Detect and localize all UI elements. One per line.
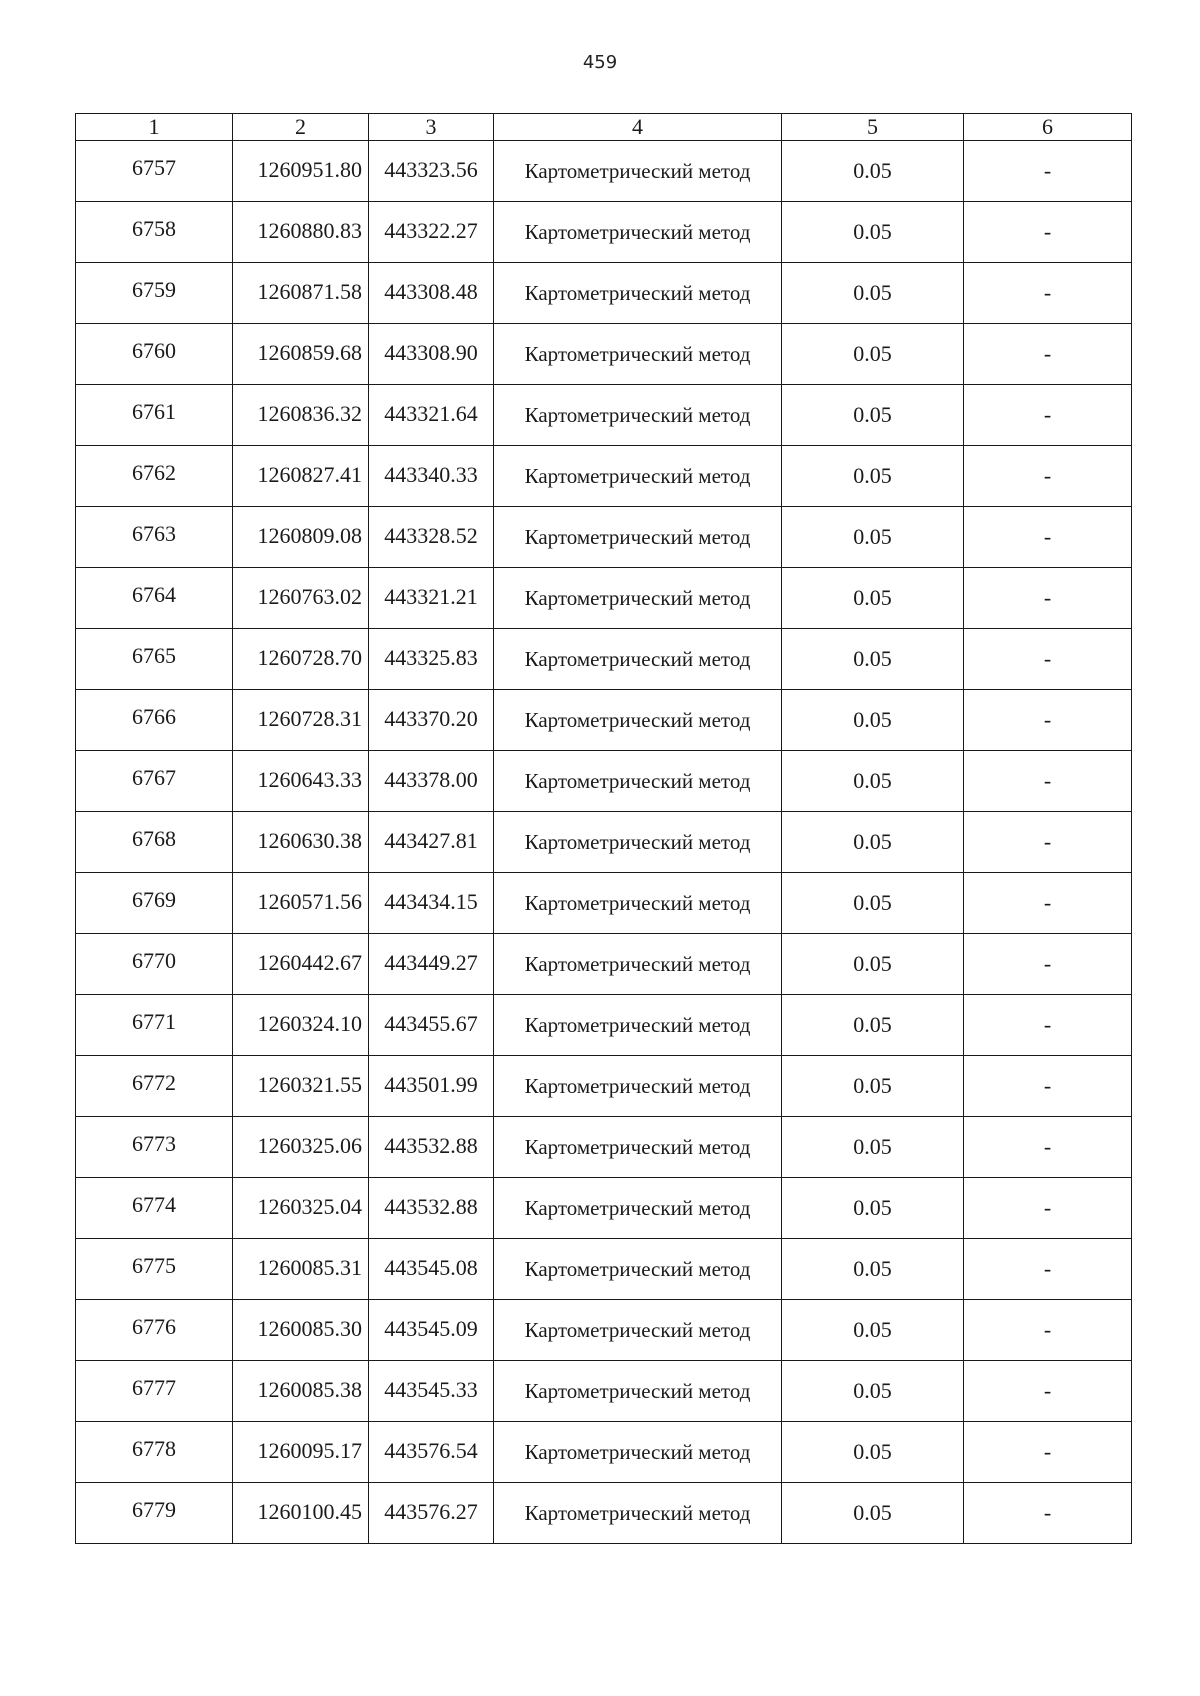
cell-y-coordinate: 443427.81 (369, 812, 494, 873)
cell-method: Картометрический метод (494, 1117, 782, 1178)
cell-x-coordinate: 1260571.56 (233, 873, 369, 934)
cell-note: - (964, 1300, 1132, 1361)
cell-point-number: 6779 (76, 1483, 233, 1544)
cell-note: - (964, 385, 1132, 446)
cell-method: Картометрический метод (494, 629, 782, 690)
cell-y-coordinate: 443545.08 (369, 1239, 494, 1300)
table-row (76, 324, 1132, 385)
cell-point-number: 6772 (76, 1056, 233, 1117)
table-row (76, 202, 1132, 263)
cell-accuracy: 0.05 (782, 1178, 964, 1239)
cell-note: - (964, 141, 1132, 202)
table-row (76, 812, 1132, 873)
cell-y-coordinate: 443325.83 (369, 629, 494, 690)
table-row (76, 690, 1132, 751)
cell-accuracy: 0.05 (782, 1239, 964, 1300)
cell-y-coordinate: 443501.99 (369, 1056, 494, 1117)
cell-x-coordinate: 1260325.06 (233, 1117, 369, 1178)
cell-x-coordinate: 1260442.67 (233, 934, 369, 995)
cell-accuracy: 0.05 (782, 385, 964, 446)
table-row (76, 1422, 1132, 1483)
table-row (76, 1117, 1132, 1178)
cell-y-coordinate: 443323.56 (369, 141, 494, 202)
cell-y-coordinate: 443321.21 (369, 568, 494, 629)
cell-point-number: 6771 (76, 995, 233, 1056)
cell-method: Картометрический метод (494, 507, 782, 568)
cell-accuracy: 0.05 (782, 873, 964, 934)
cell-note: - (964, 873, 1132, 934)
cell-accuracy: 0.05 (782, 1300, 964, 1361)
cell-x-coordinate: 1260763.02 (233, 568, 369, 629)
cell-point-number: 6765 (76, 629, 233, 690)
cell-x-coordinate: 1260809.08 (233, 507, 369, 568)
cell-x-coordinate: 1260324.10 (233, 995, 369, 1056)
cell-y-coordinate: 443340.33 (369, 446, 494, 507)
cell-note: - (964, 629, 1132, 690)
cell-method: Картометрический метод (494, 385, 782, 446)
cell-method: Картометрический метод (494, 873, 782, 934)
table-row (76, 934, 1132, 995)
column-header-4: 4 (494, 114, 782, 141)
header-row (76, 114, 1132, 141)
cell-point-number: 6766 (76, 690, 233, 751)
cell-y-coordinate: 443370.20 (369, 690, 494, 751)
cell-x-coordinate: 1260085.30 (233, 1300, 369, 1361)
cell-note: - (964, 507, 1132, 568)
cell-point-number: 6762 (76, 446, 233, 507)
cell-y-coordinate: 443532.88 (369, 1117, 494, 1178)
cell-accuracy: 0.05 (782, 1361, 964, 1422)
cell-note: - (964, 934, 1132, 995)
table-row (76, 141, 1132, 202)
cell-method: Картометрический метод (494, 1239, 782, 1300)
column-header-5: 5 (782, 114, 964, 141)
cell-note: - (964, 690, 1132, 751)
cell-note: - (964, 263, 1132, 324)
cell-accuracy: 0.05 (782, 324, 964, 385)
cell-x-coordinate: 1260951.80 (233, 141, 369, 202)
table-row (76, 751, 1132, 812)
cell-x-coordinate: 1260100.45 (233, 1483, 369, 1544)
cell-point-number: 6775 (76, 1239, 233, 1300)
cell-x-coordinate: 1260871.58 (233, 263, 369, 324)
cell-x-coordinate: 1260095.17 (233, 1422, 369, 1483)
cell-y-coordinate: 443322.27 (369, 202, 494, 263)
cell-point-number: 6769 (76, 873, 233, 934)
table-row (76, 1178, 1132, 1239)
page-number: 459 (582, 52, 618, 73)
table-row (76, 568, 1132, 629)
column-header-1: 1 (76, 114, 233, 141)
cell-method: Картометрический метод (494, 751, 782, 812)
cell-x-coordinate: 1260630.38 (233, 812, 369, 873)
table-row (76, 995, 1132, 1056)
cell-point-number: 6778 (76, 1422, 233, 1483)
cell-accuracy: 0.05 (782, 995, 964, 1056)
cell-method: Картометрический метод (494, 1422, 782, 1483)
table-row (76, 263, 1132, 324)
cell-point-number: 6763 (76, 507, 233, 568)
cell-y-coordinate: 443449.27 (369, 934, 494, 995)
cell-x-coordinate: 1260321.55 (233, 1056, 369, 1117)
cell-x-coordinate: 1260728.31 (233, 690, 369, 751)
cell-x-coordinate: 1260643.33 (233, 751, 369, 812)
cell-y-coordinate: 443576.54 (369, 1422, 494, 1483)
cell-accuracy: 0.05 (782, 629, 964, 690)
cell-y-coordinate: 443308.48 (369, 263, 494, 324)
cell-x-coordinate: 1260728.70 (233, 629, 369, 690)
cell-x-coordinate: 1260859.68 (233, 324, 369, 385)
cell-method: Картометрический метод (494, 995, 782, 1056)
cell-point-number: 6761 (76, 385, 233, 446)
cell-point-number: 6774 (76, 1178, 233, 1239)
cell-x-coordinate: 1260325.04 (233, 1178, 369, 1239)
cell-method: Картометрический метод (494, 263, 782, 324)
cell-y-coordinate: 443434.15 (369, 873, 494, 934)
cell-point-number: 6768 (76, 812, 233, 873)
cell-note: - (964, 324, 1132, 385)
cell-accuracy: 0.05 (782, 751, 964, 812)
column-header-6: 6 (964, 114, 1132, 141)
cell-method: Картометрический метод (494, 812, 782, 873)
cell-accuracy: 0.05 (782, 568, 964, 629)
cell-point-number: 6776 (76, 1300, 233, 1361)
cell-y-coordinate: 443545.09 (369, 1300, 494, 1361)
cell-method: Картометрический метод (494, 324, 782, 385)
column-header-2: 2 (233, 114, 369, 141)
coordinates-table (75, 113, 1132, 1544)
cell-accuracy: 0.05 (782, 934, 964, 995)
cell-y-coordinate: 443308.90 (369, 324, 494, 385)
cell-method: Картометрический метод (494, 934, 782, 995)
table-row (76, 873, 1132, 934)
cell-point-number: 6759 (76, 263, 233, 324)
cell-accuracy: 0.05 (782, 1056, 964, 1117)
cell-x-coordinate: 1260836.32 (233, 385, 369, 446)
cell-method: Картометрический метод (494, 1483, 782, 1544)
column-header-3: 3 (369, 114, 494, 141)
table-row (76, 385, 1132, 446)
cell-note: - (964, 1056, 1132, 1117)
cell-note: - (964, 812, 1132, 873)
cell-point-number: 6770 (76, 934, 233, 995)
cell-point-number: 6758 (76, 202, 233, 263)
cell-accuracy: 0.05 (782, 446, 964, 507)
table-row (76, 1361, 1132, 1422)
cell-accuracy: 0.05 (782, 1422, 964, 1483)
cell-y-coordinate: 443576.27 (369, 1483, 494, 1544)
cell-point-number: 6767 (76, 751, 233, 812)
cell-method: Картометрический метод (494, 446, 782, 507)
cell-point-number: 6777 (76, 1361, 233, 1422)
cell-note: - (964, 1239, 1132, 1300)
cell-note: - (964, 751, 1132, 812)
cell-method: Картометрический метод (494, 568, 782, 629)
cell-y-coordinate: 443532.88 (369, 1178, 494, 1239)
cell-note: - (964, 1178, 1132, 1239)
cell-method: Картометрический метод (494, 1056, 782, 1117)
cell-accuracy: 0.05 (782, 263, 964, 324)
cell-accuracy: 0.05 (782, 690, 964, 751)
table-row (76, 1056, 1132, 1117)
cell-method: Картометрический метод (494, 1300, 782, 1361)
cell-note: - (964, 446, 1132, 507)
cell-x-coordinate: 1260085.38 (233, 1361, 369, 1422)
cell-note: - (964, 1361, 1132, 1422)
cell-x-coordinate: 1260827.41 (233, 446, 369, 507)
cell-note: - (964, 1422, 1132, 1483)
cell-y-coordinate: 443328.52 (369, 507, 494, 568)
table-row (76, 629, 1132, 690)
cell-x-coordinate: 1260880.83 (233, 202, 369, 263)
cell-note: - (964, 202, 1132, 263)
cell-y-coordinate: 443545.33 (369, 1361, 494, 1422)
cell-note: - (964, 1483, 1132, 1544)
table-row (76, 507, 1132, 568)
cell-method: Картометрический метод (494, 141, 782, 202)
cell-x-coordinate: 1260085.31 (233, 1239, 369, 1300)
table-header (76, 114, 1132, 141)
cell-point-number: 6773 (76, 1117, 233, 1178)
cell-note: - (964, 995, 1132, 1056)
table-row (76, 1483, 1132, 1544)
table-row (76, 1300, 1132, 1361)
cell-accuracy: 0.05 (782, 812, 964, 873)
cell-method: Картометрический метод (494, 1361, 782, 1422)
table-body (76, 141, 1132, 1544)
cell-y-coordinate: 443378.00 (369, 751, 494, 812)
cell-accuracy: 0.05 (782, 507, 964, 568)
table-row (76, 1239, 1132, 1300)
cell-accuracy: 0.05 (782, 1483, 964, 1544)
cell-note: - (964, 1117, 1132, 1178)
cell-accuracy: 0.05 (782, 141, 964, 202)
cell-point-number: 6764 (76, 568, 233, 629)
cell-y-coordinate: 443455.67 (369, 995, 494, 1056)
cell-method: Картометрический метод (494, 1178, 782, 1239)
cell-method: Картометрический метод (494, 202, 782, 263)
cell-y-coordinate: 443321.64 (369, 385, 494, 446)
cell-accuracy: 0.05 (782, 1117, 964, 1178)
cell-point-number: 6757 (76, 141, 233, 202)
cell-accuracy: 0.05 (782, 202, 964, 263)
cell-method: Картометрический метод (494, 690, 782, 751)
cell-note: - (964, 568, 1132, 629)
cell-point-number: 6760 (76, 324, 233, 385)
table-row (76, 446, 1132, 507)
